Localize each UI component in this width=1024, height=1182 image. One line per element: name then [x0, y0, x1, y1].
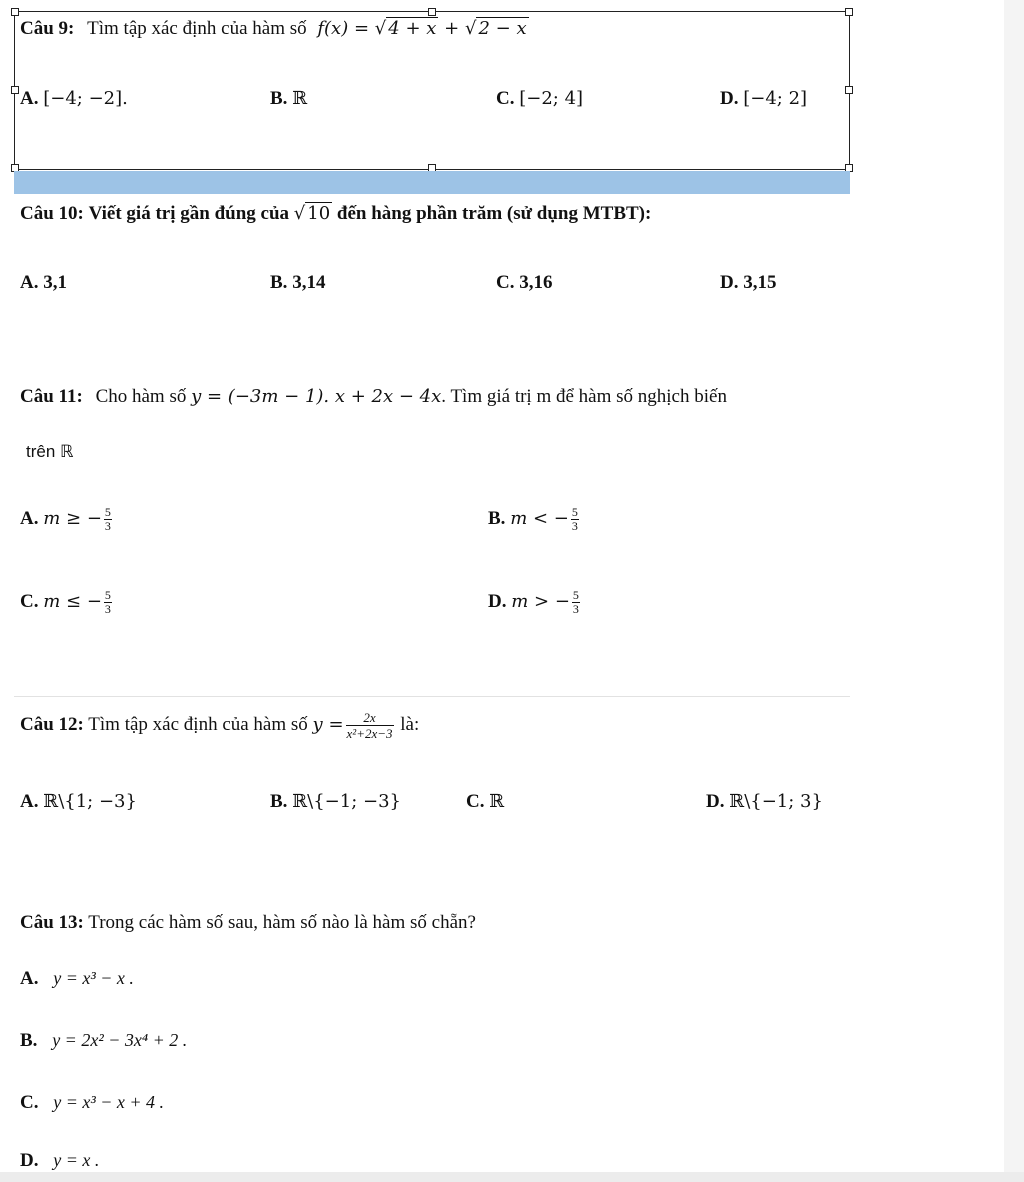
q9-option-b-letter: B.: [270, 88, 288, 109]
q11-frac-num: 5: [571, 505, 578, 519]
q9-plus: +: [444, 18, 460, 39]
q11-frac-num: 5: [572, 588, 579, 602]
q10-option-d-value: 3,15: [743, 272, 777, 293]
q11-text-after: . Tìm giá trị m để hàm số nghịch biến: [441, 386, 727, 407]
q9-option-d[interactable]: [720, 88, 807, 110]
q13-label: Câu 13:: [20, 912, 84, 933]
q10-question: [20, 203, 651, 225]
q10-option-b-value: 3,14: [292, 272, 326, 293]
q11-option-b[interactable]: [488, 506, 581, 533]
q11-option-b-frac: [571, 506, 579, 533]
q13-option-a-value: y = x³ − x .: [53, 968, 134, 988]
q9-sqrt-2: √ 2 − x: [464, 18, 527, 39]
q9-option-a-value: [−4; −2].: [43, 88, 128, 109]
q9-radicand-1: 4 + x: [388, 18, 437, 39]
q13-option-a[interactable]: [20, 968, 134, 990]
q9-option-c[interactable]: [496, 88, 583, 110]
resize-handle-mid-right[interactable]: [845, 86, 853, 94]
q12-text-after: là:: [400, 713, 420, 735]
q11-frac-num: 5: [104, 588, 111, 602]
q11-option-a[interactable]: [20, 506, 114, 533]
q12-question: [20, 710, 419, 741]
q9-label: Câu 9:: [20, 18, 75, 39]
highlight-bar: [14, 171, 850, 194]
q11-frac-den: 3: [104, 602, 111, 616]
q13-option-b[interactable]: [20, 1030, 187, 1052]
resize-handle-top-right[interactable]: [845, 8, 853, 16]
q9-eq: =: [353, 18, 370, 39]
q13-question: [20, 912, 476, 934]
q12-option-a-value: ℝ\{1; −3}: [43, 791, 137, 812]
q12-denominator: x²+2x−3: [346, 726, 393, 741]
q11-option-c-ineq: m ≤ −: [43, 590, 102, 612]
q10-text-after: đến hàng phần trăm (sử dụng MTBT):: [336, 203, 652, 224]
q12-option-d-value: ℝ\{−1; 3}: [729, 791, 823, 812]
q12-numerator: 2x: [346, 710, 394, 726]
q12-option-b-value: ℝ\{−1; −3}: [292, 791, 401, 812]
q12-label: Câu 12:: [20, 713, 84, 735]
q11-option-d[interactable]: [488, 589, 582, 616]
q13-option-b-value: y = 2x² − 3x⁴ + 2 .: [52, 1030, 188, 1050]
q13-option-c-letter: C.: [20, 1092, 39, 1113]
q10-text-before: Viết giá trị gần đúng của: [88, 203, 290, 224]
q11-frac-den: 3: [572, 602, 579, 616]
resize-handle-top-mid[interactable]: [428, 8, 436, 16]
q11-option-c-frac: [104, 589, 112, 616]
q10-option-c-letter: C.: [496, 272, 515, 293]
q10-option-a-letter: A.: [20, 272, 39, 293]
q9-option-a[interactable]: [20, 88, 128, 110]
q12-fraction: [346, 710, 394, 741]
q10-option-d[interactable]: [720, 272, 776, 294]
q12-y-eq: y =: [312, 713, 344, 735]
q13-option-c[interactable]: [20, 1092, 164, 1114]
q10-option-b[interactable]: [270, 272, 325, 294]
q12-option-c[interactable]: [466, 791, 504, 813]
q11-option-a-letter: A.: [20, 507, 39, 529]
q10-option-d-letter: D.: [720, 272, 739, 293]
q11-option-a-ineq: m ≥ −: [43, 507, 102, 529]
separator-line: [14, 696, 850, 697]
q9-option-c-value: [−2; 4]: [519, 88, 584, 109]
q9-question: [20, 18, 529, 40]
q11-line2: trên ℝ: [26, 442, 74, 461]
q9-option-d-letter: D.: [720, 88, 739, 109]
q13-option-b-letter: B.: [20, 1030, 38, 1051]
q11-option-d-ineq: m > −: [511, 590, 570, 612]
q11-option-c[interactable]: [20, 589, 114, 616]
q11-frac-num: 5: [104, 505, 111, 519]
q12-option-d-letter: D.: [706, 791, 725, 812]
q9-option-d-value: [−4; 2]: [743, 88, 808, 109]
q9-option-b-value: ℝ: [292, 88, 308, 109]
q10-radicand: 10: [307, 203, 331, 224]
q12-option-b-letter: B.: [270, 791, 288, 812]
q13-option-c-value: y = x³ − x + 4 .: [53, 1092, 165, 1112]
q11-text-before: Cho hàm số: [95, 386, 187, 407]
q12-option-d[interactable]: [706, 791, 823, 813]
q11-formula: y = (−3m − 1). x + 2x − 4x: [191, 386, 442, 407]
q13-text: Trong các hàm số sau, hàm số nào là hàm số chẵn?: [88, 912, 476, 933]
q9-sqrt-1: √ 4 + x: [374, 18, 437, 39]
q11-label: Câu 11:: [20, 386, 83, 407]
q11-option-b-letter: B.: [488, 507, 506, 529]
q9-func-lhs: f(x): [317, 18, 349, 39]
q10-option-a-value: 3,1: [43, 272, 67, 293]
resize-handle-mid-left[interactable]: [11, 86, 19, 94]
q10-option-c[interactable]: [496, 272, 552, 294]
q11-option-a-frac: [104, 506, 112, 533]
q13-option-d-value: y = x .: [53, 1150, 100, 1170]
q9-option-b[interactable]: [270, 88, 307, 110]
q10-sqrt: √ 10: [293, 203, 331, 224]
q11-frac-den: 3: [571, 519, 578, 533]
q13-option-d[interactable]: [20, 1150, 99, 1172]
q13-option-a-letter: A.: [20, 968, 39, 989]
q13-option-d-letter: D.: [20, 1150, 39, 1171]
q12-option-b[interactable]: [270, 791, 401, 813]
q11-option-d-letter: D.: [488, 590, 507, 612]
q12-text-before: Tìm tập xác định của hàm số: [88, 713, 308, 735]
q10-option-c-value: 3,16: [519, 272, 553, 293]
horizontal-scrollbar[interactable]: [0, 1172, 1024, 1182]
q12-option-c-value: ℝ: [489, 791, 505, 812]
q9-text: Tìm tập xác định của hàm số: [87, 18, 307, 39]
q11-option-c-letter: C.: [20, 590, 39, 612]
q10-label: Câu 10:: [20, 203, 84, 224]
q12-option-a-letter: A.: [20, 791, 39, 812]
q12-option-a[interactable]: [20, 791, 137, 813]
q11-frac-den: 3: [104, 519, 111, 533]
q9-radicand-2: 2 − x: [478, 18, 527, 39]
q9-formula: [317, 18, 528, 39]
right-margin-panel: [1004, 0, 1024, 1182]
q12-option-c-letter: C.: [466, 791, 485, 812]
q11-option-b-ineq: m < −: [510, 507, 569, 529]
resize-handle-top-left[interactable]: [11, 8, 19, 16]
q10-option-b-letter: B.: [270, 272, 288, 293]
q11-question: [20, 386, 727, 408]
q11-option-d-frac: [572, 589, 580, 616]
q9-option-a-letter: A.: [20, 88, 39, 109]
q9-option-c-letter: C.: [496, 88, 515, 109]
q10-option-a[interactable]: [20, 272, 67, 294]
